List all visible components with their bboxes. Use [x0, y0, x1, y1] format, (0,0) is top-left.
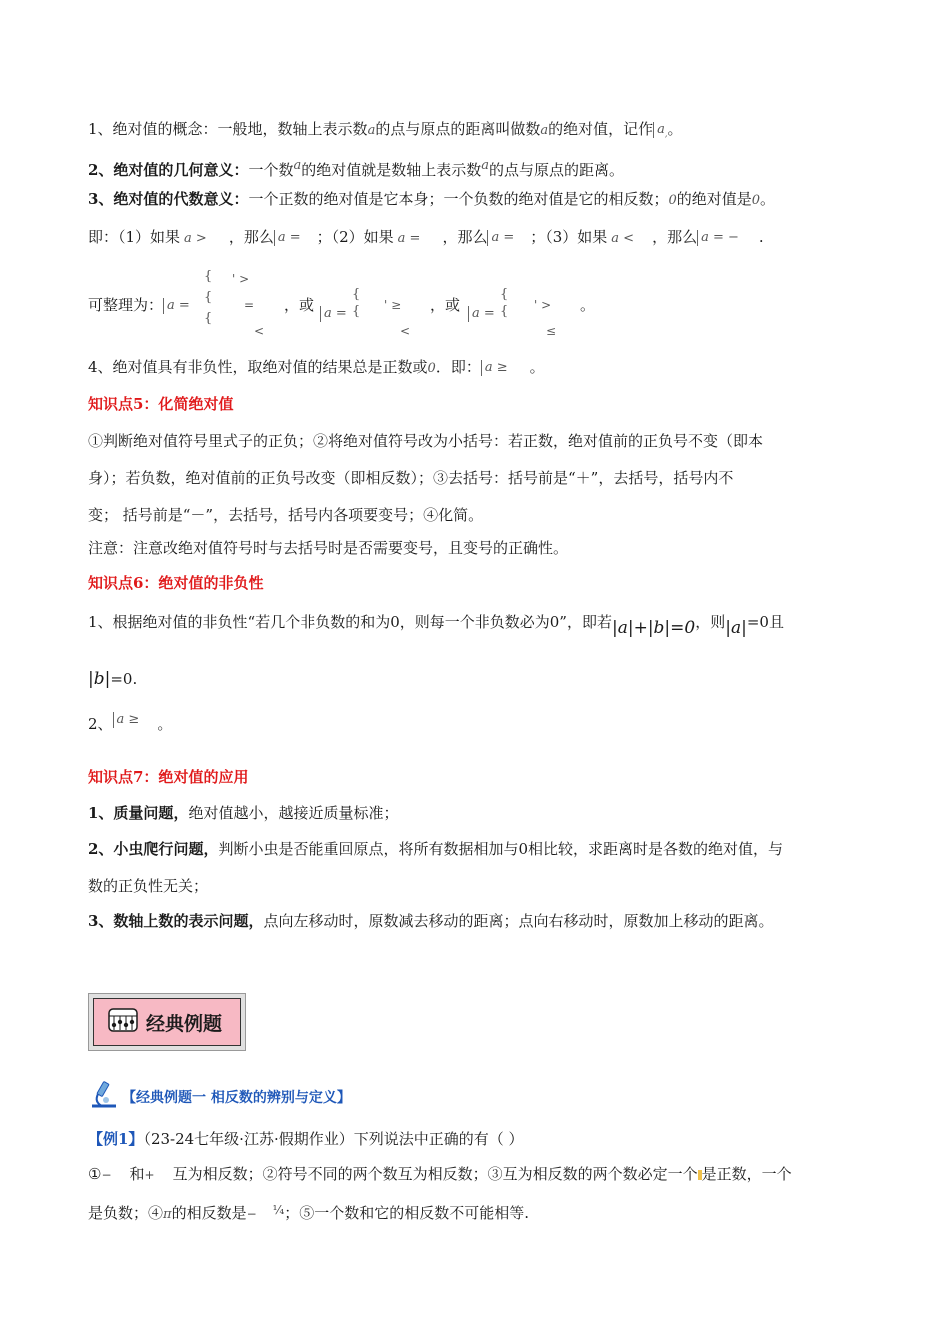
k7-line-2b: 数的正负性无关； — [88, 877, 209, 895]
example-heading — [86, 1080, 351, 1116]
case-row: ' > — [232, 272, 250, 286]
k6-line-2 — [88, 668, 137, 690]
concept-line — [88, 118, 682, 142]
abs-notation: a = — [487, 230, 514, 246]
text: 一个数 — [248, 161, 294, 179]
cases-3 — [534, 292, 556, 344]
text: 4、绝对值具有非负性，取绝对值的结果总是正数或 — [88, 358, 428, 376]
text: ，则 — [695, 613, 726, 631]
abs-notation: a = — [163, 298, 190, 314]
text: 的点与原点的距离叫做数 — [375, 120, 541, 138]
text: 可整理为： — [88, 296, 164, 314]
heading: 1、质量问题， — [88, 804, 189, 822]
case-row: < — [254, 324, 265, 338]
text: 。 — [529, 358, 545, 376]
case-row: = — [244, 298, 255, 312]
math-symbol: ¼ — [272, 1203, 285, 1217]
text: =0. — [110, 670, 138, 688]
piecewise-lead — [88, 294, 190, 316]
text: 的绝对值是 — [676, 190, 752, 208]
cases-2 — [384, 292, 410, 344]
text: ．即： — [435, 358, 481, 376]
text: 即：（1）如果 — [88, 228, 181, 246]
text: 2、 — [88, 715, 113, 733]
k7-line-1 — [88, 802, 398, 824]
text: ；（2）如果 — [316, 228, 394, 246]
brace-3: { { — [500, 287, 509, 319]
math-symbol: − — [246, 1207, 257, 1221]
text: 的绝对值就是数轴上表示数 — [301, 161, 482, 179]
heading: 2、小虫爬行问题， — [88, 840, 219, 858]
cases-line — [88, 226, 764, 250]
abacus-icon — [108, 1008, 138, 1037]
example-tag: 【例1】 — [88, 1130, 144, 1148]
text: 和 — [129, 1165, 145, 1183]
knowledge-point-5-title: 知识点5：化简绝对值 — [88, 395, 234, 413]
text: . — [758, 228, 764, 246]
k5-line-3: 变； 括号前是“－”，去括号，括号内各项要变号；④化简。 — [88, 506, 484, 524]
abs-notation: a ≥ — [113, 712, 140, 728]
or-text-2: ，或 — [430, 296, 461, 314]
text: 是正数，一个 — [701, 1165, 792, 1183]
text: 绝对值越小，越接近质量标准； — [188, 804, 399, 822]
text: 。 — [157, 715, 173, 733]
zero: 0 — [751, 193, 761, 208]
classic-examples-banner — [88, 993, 246, 1051]
k7-line-3 — [88, 910, 773, 932]
example-heading-text: 【经典例题一 相反数的辨别与定义】 — [122, 1090, 351, 1106]
text: ① — [88, 1165, 102, 1183]
k5-note: 注意：注意改绝对值符号时与去括号时是否需要变号，且变号的正确性。 — [88, 539, 569, 557]
condition: a = — [397, 231, 421, 246]
k6-line-1 — [88, 611, 784, 639]
heading: 2、绝对值的几何意义： — [88, 161, 249, 179]
text: （23-24七年级·江苏·假期作业）下列说法中正确的有（ ） — [143, 1130, 524, 1148]
math-symbol: + — [144, 1168, 155, 1182]
k6-line-3 — [88, 712, 172, 735]
abs-notation: a = − — [697, 230, 739, 246]
case-row: ' > — [534, 298, 552, 312]
text: 的绝对值，记作 — [548, 120, 654, 138]
example-1-line-1 — [88, 1128, 524, 1150]
k5-line-2: 身）；若负数，绝对值前的正负号改变（即相反数）；③去括号：括号前是“＋”，去括号，括号内不 — [88, 469, 734, 487]
equation: |a|+|b|=0 — [611, 618, 696, 638]
condition: a > — [184, 231, 207, 246]
knowledge-point-7-title: 知识点7：绝对值的应用 — [88, 768, 249, 786]
abs-notation: a = — [320, 306, 347, 322]
text: 。 — [667, 120, 683, 138]
text: ，那么 — [228, 228, 274, 246]
text: ，那么 — [442, 228, 488, 246]
brace-1: { { { — [204, 269, 213, 326]
text: 互为相反数；②符号不同的两个数互为相反数；③互为相反数的两个数必定一个 — [172, 1165, 698, 1183]
banner-label: 经典例题 — [146, 1012, 223, 1035]
pi-symbol: π — [163, 1207, 172, 1222]
abs-notation: a ≥ — [481, 360, 508, 376]
text: =0且 — [746, 613, 784, 631]
zero: 0 — [668, 193, 677, 208]
text: ；⑤一个数和它的相反数不可能相等. — [284, 1204, 530, 1222]
cases-1 — [232, 266, 264, 344]
text: 点向左移动时，原数减去移动的距离；点向右移动时，原数加上移动的距离。 — [263, 912, 774, 930]
case-row: ' ≥ — [384, 298, 402, 312]
case-row: ≤ — [546, 324, 557, 338]
geometric-meaning-line — [88, 155, 624, 181]
microscope-icon — [86, 1080, 122, 1116]
text: 的相反数是 — [171, 1204, 247, 1222]
nonneg-line — [88, 356, 545, 380]
heading: 3、绝对值的代数意义： — [88, 190, 249, 208]
piecewise-end: 。 — [580, 296, 596, 314]
var-a: a — [540, 123, 549, 138]
algebraic-meaning-line — [88, 188, 775, 212]
equation: |a| — [725, 618, 747, 638]
abs-notation: a = — [274, 230, 301, 246]
text: 。 — [760, 190, 776, 208]
abs-notation: $a_,$ — [653, 122, 667, 138]
case-row: < — [400, 324, 411, 338]
k5-line-1: ①判断绝对值符号里式子的正负；②将绝对值符号改为小括号：若正数，绝对值前的正负号不变（即本 — [88, 432, 764, 450]
heading: 3、数轴上数的表示问题， — [88, 912, 264, 930]
var-a: a — [367, 123, 376, 138]
condition: a < — [611, 231, 635, 246]
equation: |b| — [88, 669, 111, 689]
text: 一个正数的绝对值是它本身；一个负数的绝对值是它的相反数； — [248, 190, 669, 208]
text: 的点与原点的距离。 — [489, 161, 625, 179]
item-number: 1、 — [88, 120, 113, 138]
brace-2: { { — [352, 287, 361, 319]
text: 判断小虫是否能重回原点，将所有数据相加与0相比较，求距离时是各数的绝对值，与 — [218, 840, 784, 858]
abs-notation: a = — [468, 306, 495, 322]
text: ；（3）如果 — [530, 228, 608, 246]
example-1-line-2 — [88, 1163, 792, 1186]
text: 1、根据绝对值的非负性“若几个非负数的和为0，则每一个非负数必为0”，即若 — [88, 613, 612, 631]
k7-line-2 — [88, 838, 783, 860]
knowledge-point-6-title: 知识点6：绝对值的非负性 — [88, 574, 264, 592]
var-a: a — [481, 158, 490, 173]
or-text-1: ，或 — [284, 296, 315, 314]
text: 绝对值的概念：一般地，数轴上表示数 — [112, 120, 368, 138]
example-1-line-3 — [88, 1199, 529, 1226]
zero: 0 — [427, 361, 436, 376]
math-symbol: − — [101, 1168, 112, 1182]
text: ，那么 — [652, 228, 698, 246]
text: 是负数；④ — [88, 1204, 164, 1222]
var-a: a — [293, 158, 302, 173]
